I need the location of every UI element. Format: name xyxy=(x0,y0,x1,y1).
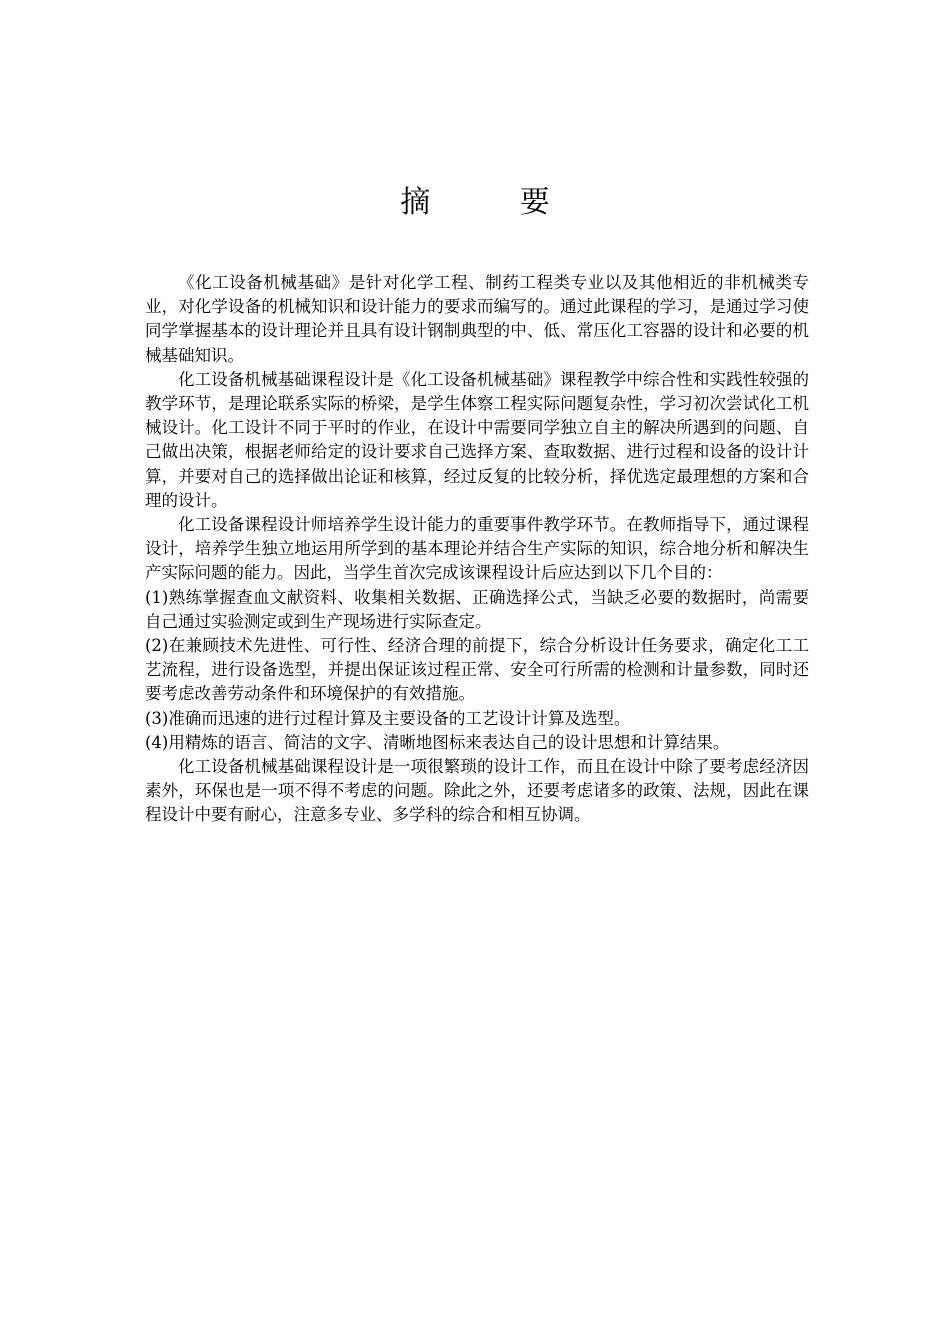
list-item-1: (1)熟练掌握查血文献资料、收集相关数据、正确选择公式，当缺乏必要的数据时，尚需要自己通过实验测定或到生产现场进行实际查定。 xyxy=(145,587,809,631)
paragraph-course-design: 化工设备机械基础课程设计是《化工设备机械基础》课程教学中综合性和实践性较强的教学环节，是理论联系实际的桥梁，是学生体察工程实际问题复杂性，学习初次尝试化工机械设计。化工设计不同于平时的作业，在设计中需要同学独立自主的解决所遇到的问题、自己做出决策，根据老师给定的设计要求自己选择方案、查取数据、进行过程和设备的设计计算，并要对自己的选择做出论证和核算，经过反复的比较分析，择优选定最理想的方案和合理的设计。 xyxy=(145,369,809,510)
abstract-body xyxy=(145,271,809,828)
page-title: 摘 要 xyxy=(400,185,590,220)
list-item-3: (3)准确而迅速的进行过程计算及主要设备的工艺设计计算及选型。 xyxy=(145,708,631,728)
paragraph-closing: 化工设备机械基础课程设计是一项很繁琐的设计工作，而且在设计中除了要考虑经济因素外，环保也是一项不得不考虑的问题。除此之外，还要考虑诸多的政策、法规，因此在课程设计中要有耐心，注意多专业、多学科的综合和相互协调。 xyxy=(145,757,809,825)
list-item-4: (4)用精炼的语言、简洁的文字、清晰地图标来表达自己的设计思想和计算结果。 xyxy=(145,732,730,752)
paragraph-intro: 《化工设备机械基础》是针对化学工程、制药工程类专业以及其他相近的非机械类专业，对化学设备的机械知识和设计能力的要求而编写的。通过此课程的学习，是通过学习使同学掌握基本的设计理论并且具有设计钢制典型的中、低、常压化工容器的设计和必要的机械基础知识。 xyxy=(145,273,809,365)
list-item-2: (2)在兼顾技术先进性、可行性、经济合理的前提下，综合分析设计任务要求，确定化工工艺流程，进行设备选型，并提出保证该过程正常、安全可行所需的检测和计量参数，同时还要考虑改善劳动条件和环境保护的有效措施。 xyxy=(145,636,809,704)
paragraph-objectives: 化工设备课程设计师培养学生设计能力的重要事件教学环节。在教师指导下，通过课程设计，培养学生独立地运用所学到的基本理论并结合生产实际的知识，综合地分析和解决生产实际问题的能力。因此，当学生首次完成该课程设计后应达到以下几个目的： xyxy=(145,515,809,583)
